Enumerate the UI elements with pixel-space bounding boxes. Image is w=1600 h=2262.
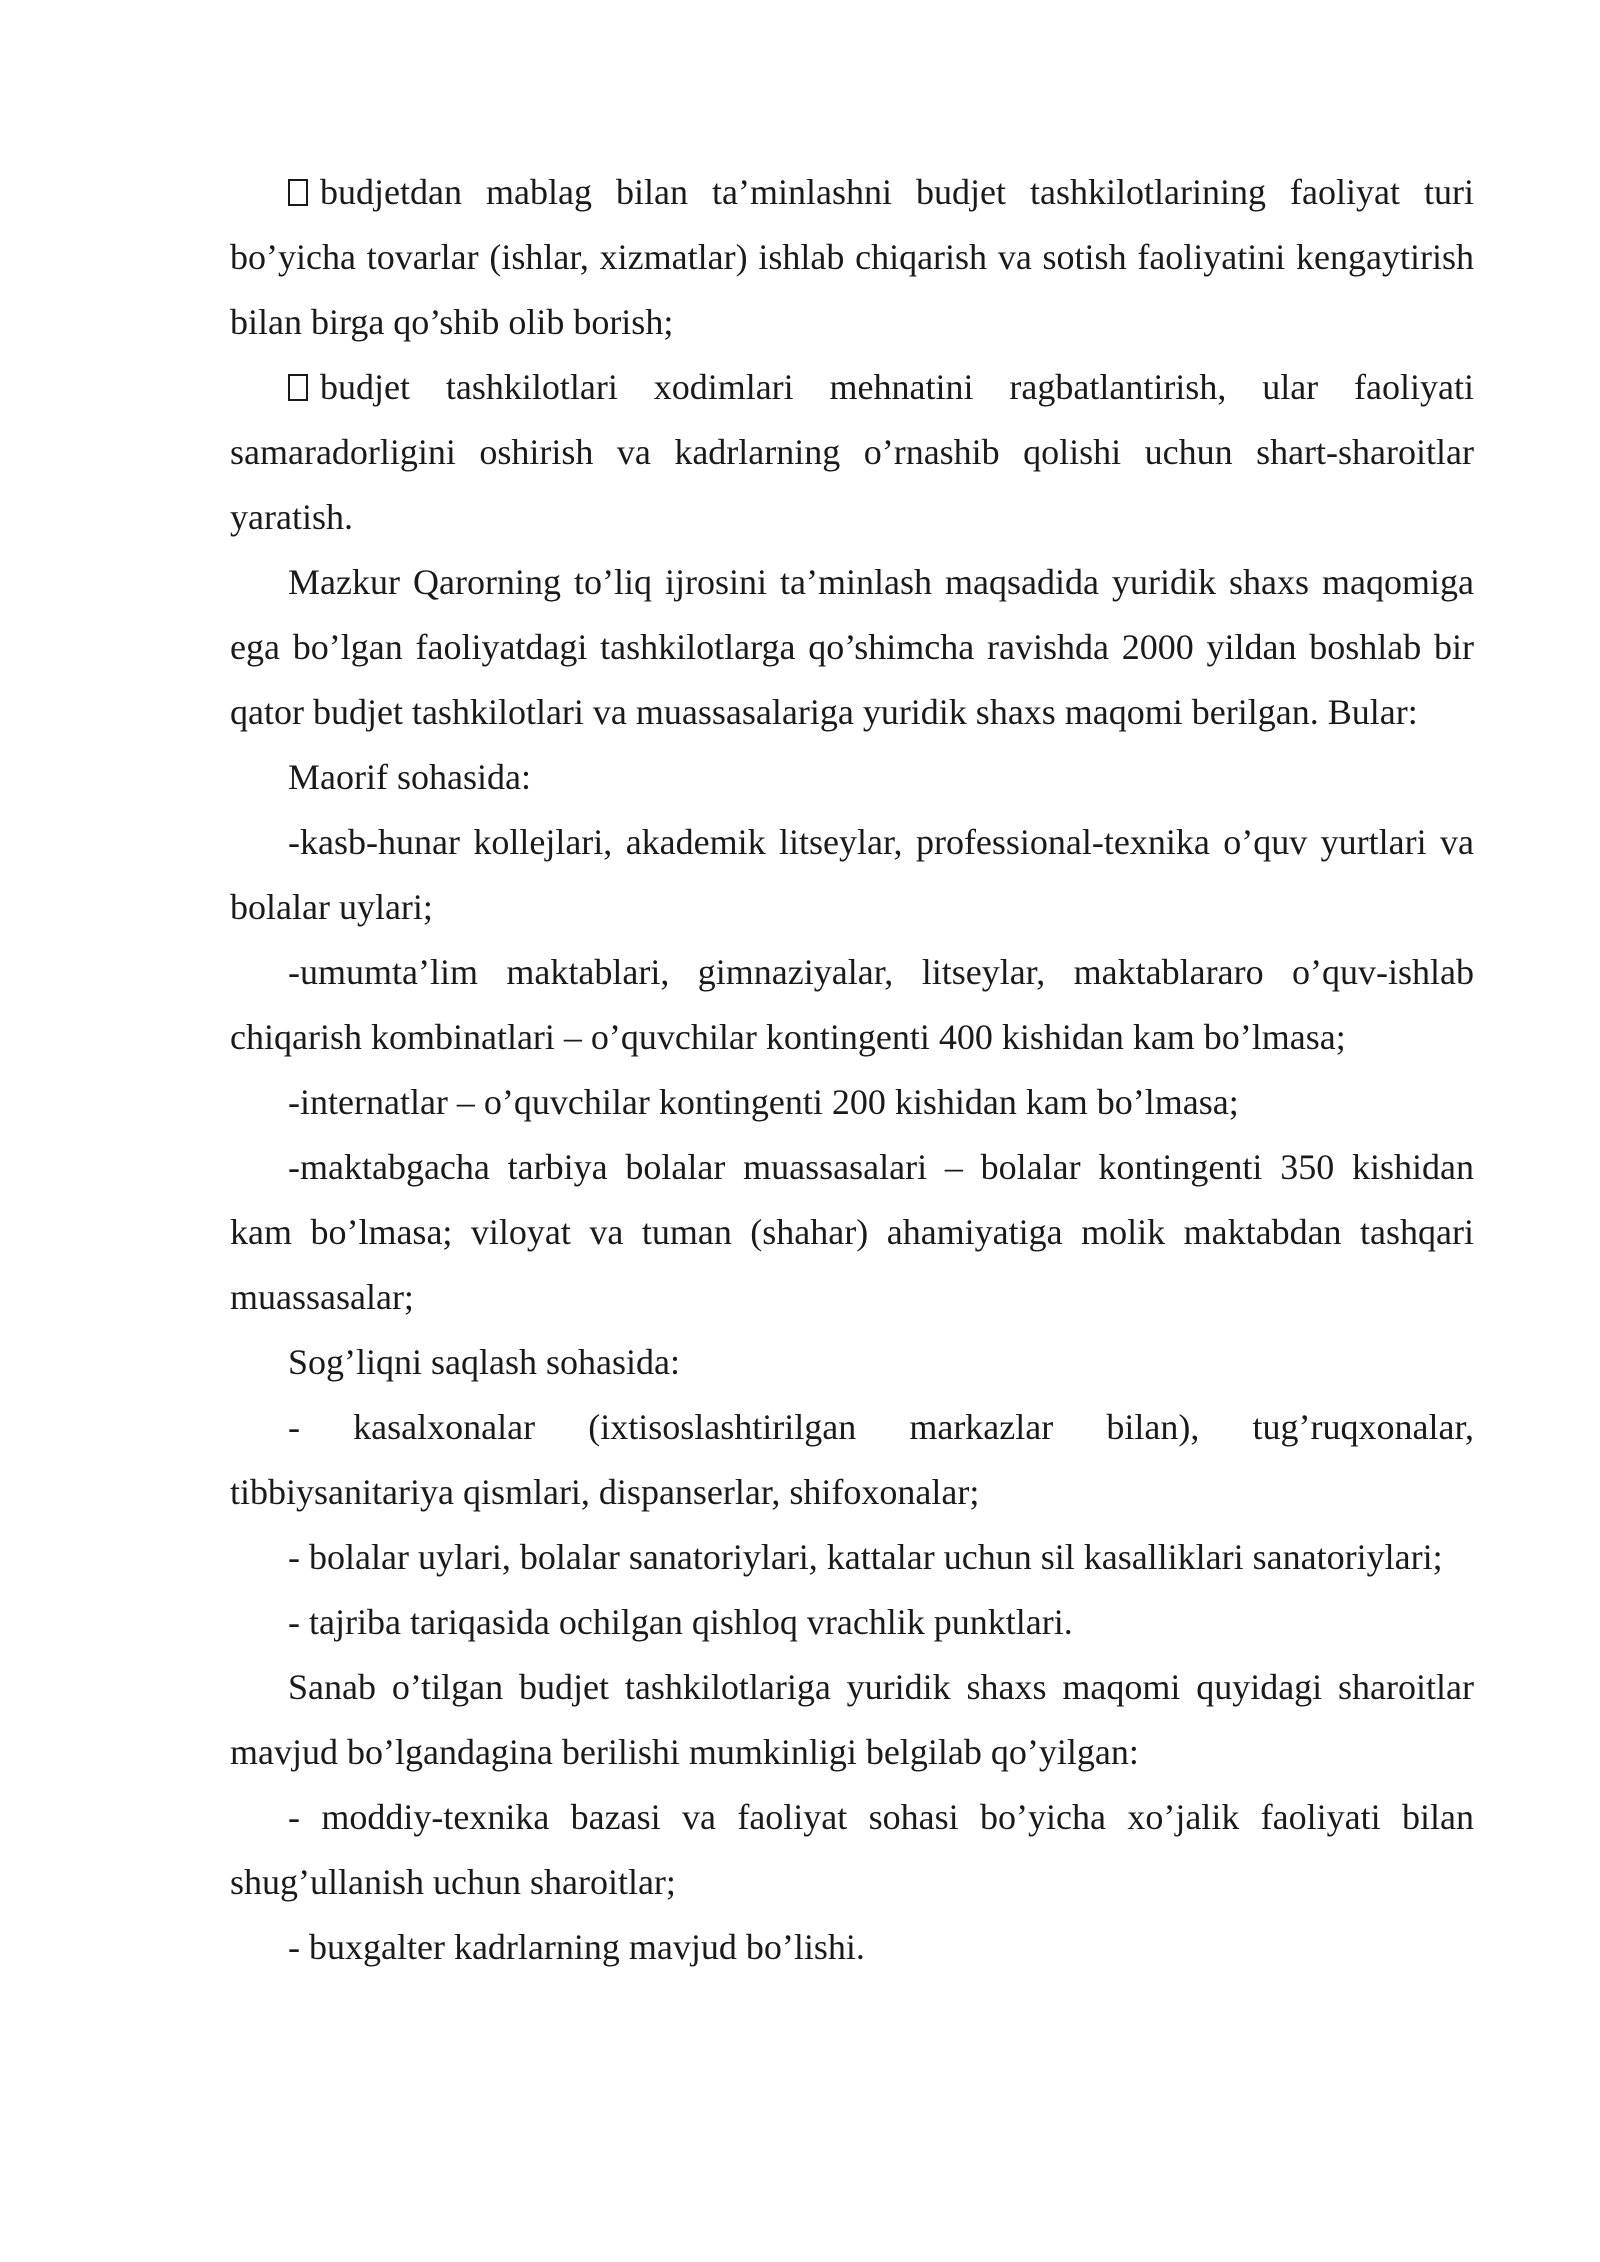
section-heading-education: Maorif sohasida: — [288, 757, 531, 797]
section-heading-health: Sog’liqni saqlash sohasida: — [288, 1342, 680, 1382]
list-item: -umumta’lim maktablari, gimnaziyalar, litseylar, maktablararo o’quv-ishlab chiqarish kombinatlari – o’quvchilar kontingenti 400 kishidan kam bo’lmasa; — [230, 952, 1474, 1057]
paragraph-text: budjet tashkilotlari xodimlari mehnatini ragbatlantirish, ular faoliyati samaradorligini oshirish va kadrlarning o’rnashib qolishi uchun shart-sharoitlar yaratish. — [230, 367, 1474, 537]
bullet-paragraph — [230, 355, 1474, 550]
paragraph: Sanab o’tilgan budjet tashkilotlariga yuridik shaxs maqomi quyidagi sharoitlar mavjud bo’lgandagina berilishi mumkinligi belgilab qo’yilgan: — [230, 1667, 1474, 1772]
paragraph: Mazkur Qarorning to’liq ijrosini ta’minlash maqsadida yuridik shaxs maqomiga ega bo’lgan faoliyatdagi tashkilotlarga qo’shimcha ravishda 2000 yildan boshlab bir qator budjet tashkilotlari va muassasalariga yuridik shaxs maqomi berilgan. Bular: — [230, 562, 1474, 732]
list-item: -kasb-hunar kollejlari, akademik litseylar, professional-texnika o’quv yurtlari va bolalar uylari; — [230, 822, 1474, 927]
bullet-paragraph — [230, 160, 1474, 355]
paragraph-text: budjetdan mablag bilan ta’minlashni budjet tashkilotlarining faoliyat turi bo’yicha tovarlar (ishlar, xizmatlar) ishlab chiqarish va sotish faoliyatini kengaytirish bilan birga qo’shib olib borish; — [230, 172, 1474, 342]
document-page — [230, 160, 1474, 1980]
list-item: - bolalar uylari, bolalar sanatoriylari, kattalar uchun sil kasalliklari sanatoriylari; — [288, 1537, 1443, 1577]
list-item: -internatlar – o’quvchilar kontingenti 200 kishidan kam bo’lmasa; — [288, 1082, 1239, 1122]
list-item: - kasalxonalar (ixtisoslashtirilgan markazlar bilan), tug’ruqxonalar, tibbiysanitariya qismlari, dispanserlar, shifoxonalar; — [230, 1407, 1474, 1512]
list-item: - moddiy-texnika bazasi va faoliyat sohasi bo’yicha xo’jalik faoliyati bilan shug’ullanish uchun sharoitlar; — [230, 1797, 1474, 1902]
square-bullet-icon — [288, 179, 308, 206]
list-item: - buxgalter kadrlarning mavjud bo’lishi. — [288, 1927, 865, 1967]
list-item: - tajriba tariqasida ochilgan qishloq vrachlik punktlari. — [288, 1602, 1073, 1642]
list-item: -maktabgacha tarbiya bolalar muassasalari – bolalar kontingenti 350 kishidan kam bo’lmasa; viloyat va tuman (shahar) ahamiyatiga molik maktabdan tashqari muassasalar; — [230, 1147, 1474, 1317]
square-bullet-icon — [288, 374, 308, 401]
